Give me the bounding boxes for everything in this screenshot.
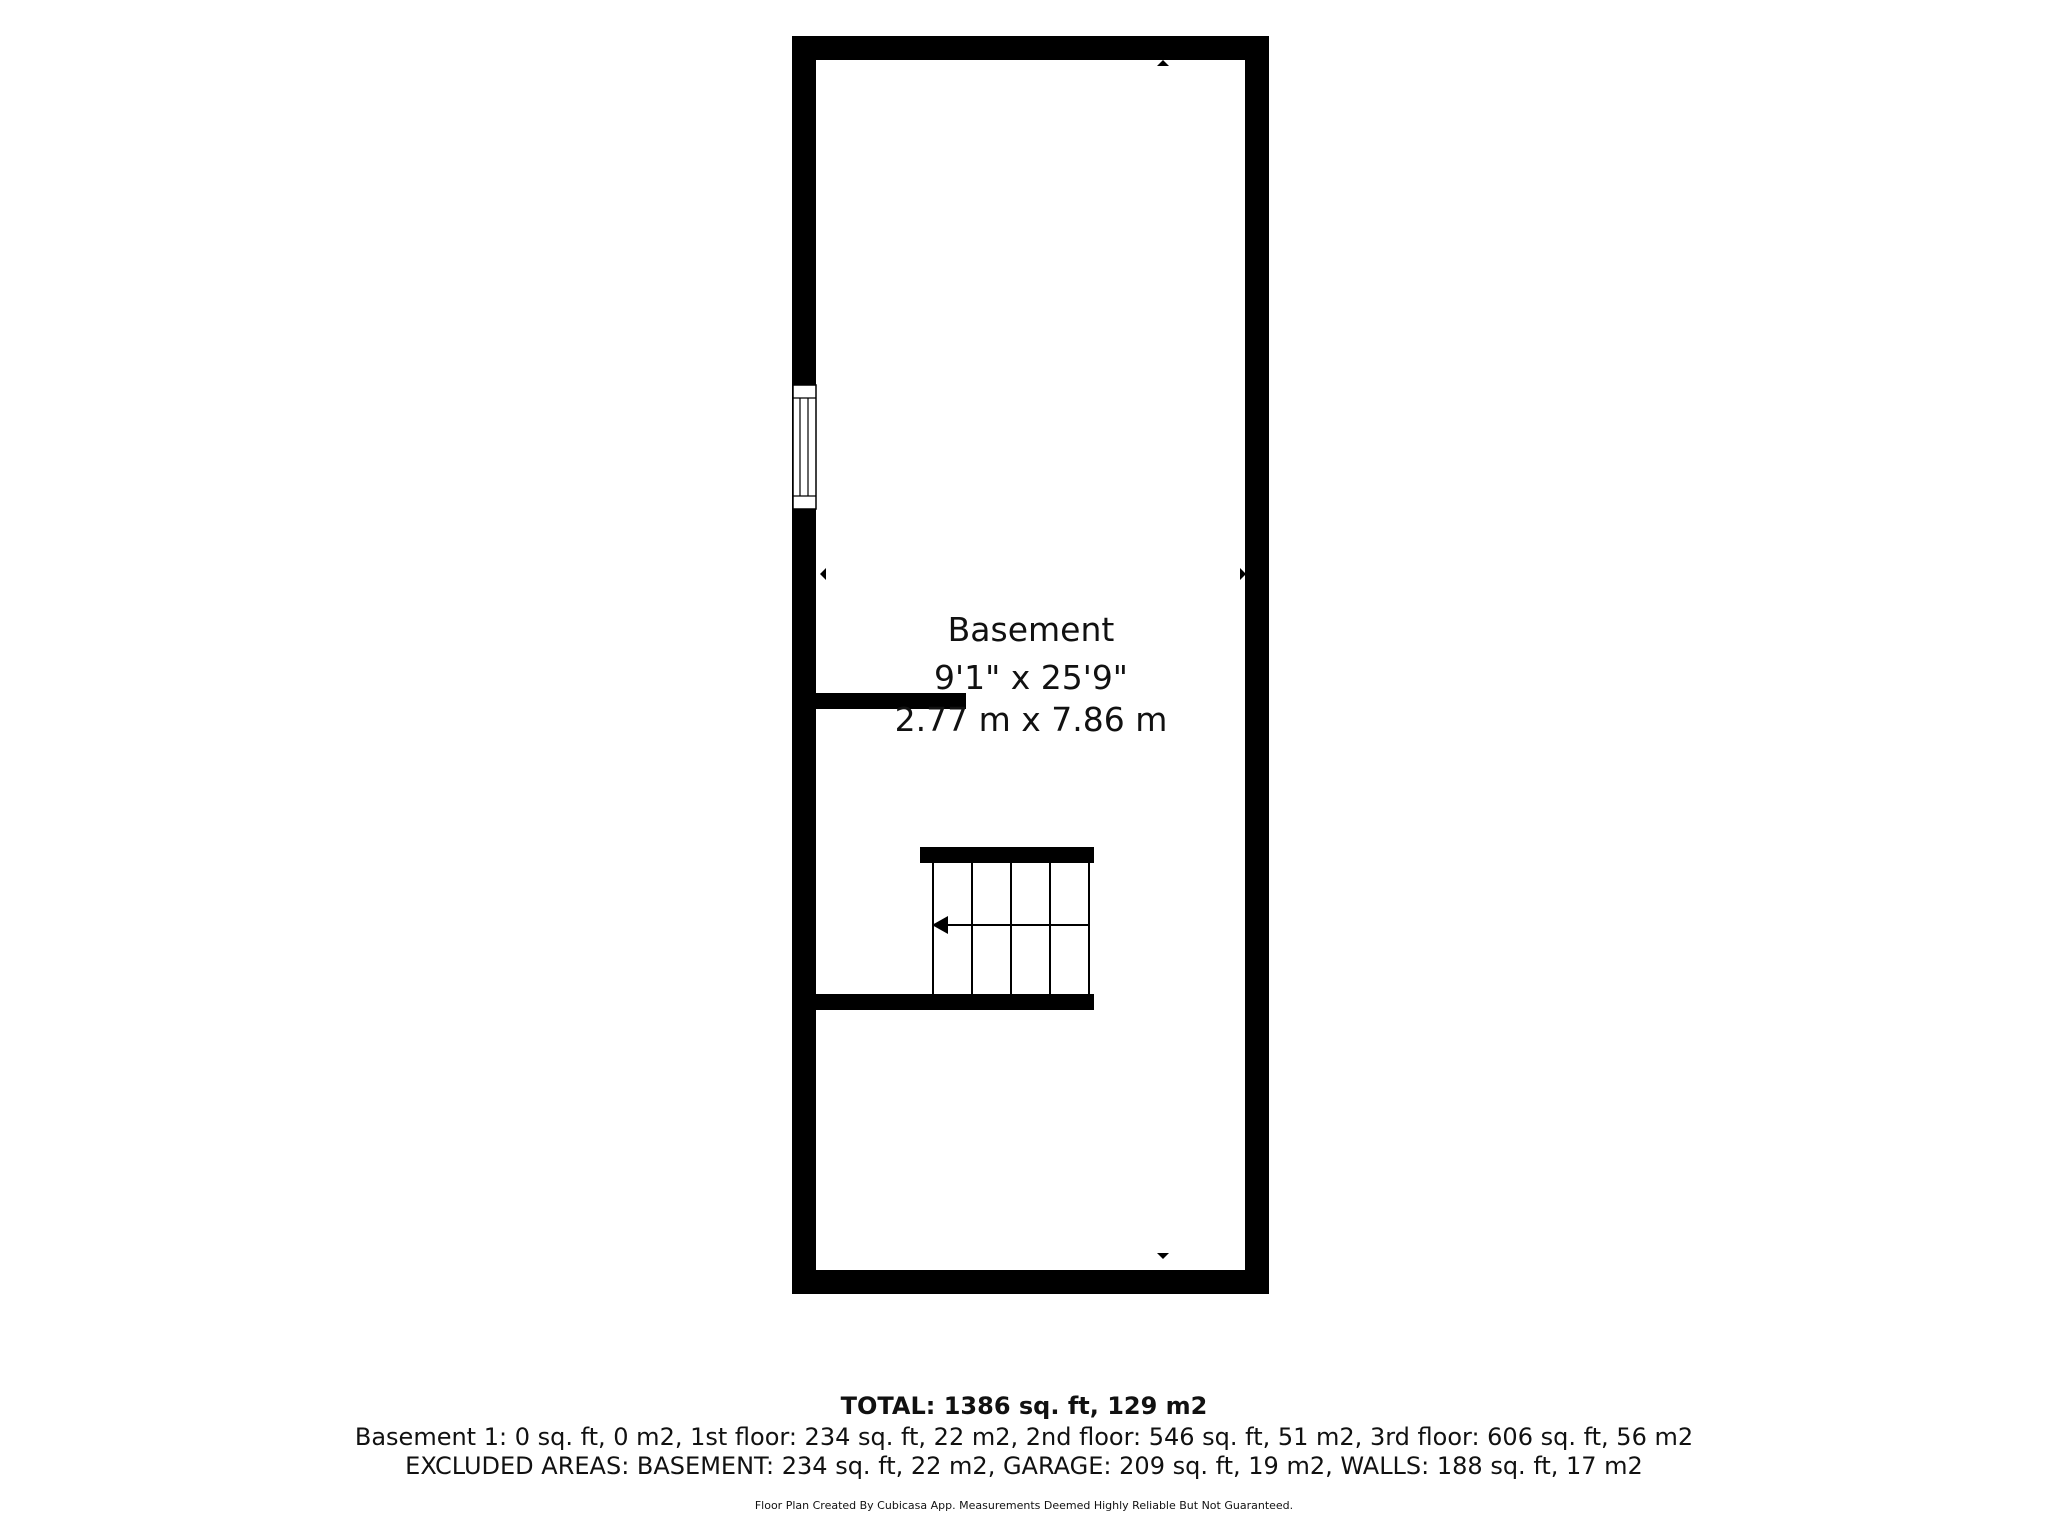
staircase: [933, 863, 1089, 994]
dimension-marker-bottom: [1157, 1253, 1169, 1259]
dimension-marker-top: [1157, 60, 1169, 66]
room-dimensions-metric: 2.77 m x 7.86 m: [894, 700, 1168, 739]
stair-wall-top: [920, 847, 1094, 863]
room-name: Basement: [947, 610, 1115, 649]
stair-wall-bottom: [816, 994, 1094, 1010]
stair-direction-arrow: [932, 916, 948, 934]
total-area: TOTAL: 1386 sq. ft, 129 m2: [840, 1392, 1208, 1420]
excluded-areas: EXCLUDED AREAS: BASEMENT: 234 sq. ft, 22 m2, GARAGE: 209 sq. ft, 19 m2, WALLS: 188 sq. ft, 17 m2: [405, 1452, 1643, 1480]
floor-area-breakdown: Basement 1: 0 sq. ft, 0 m2, 1st floor: 234 sq. ft, 22 m2, 2nd floor: 546 sq. ft, 51 m2, 3rd floor: 606 sq. ft, 56 m2: [354, 1423, 1694, 1451]
room-dimensions-imperial: 9'1" x 25'9": [934, 658, 1128, 697]
dimension-marker-left: [820, 568, 826, 580]
disclaimer: Floor Plan Created By Cubicasa App. Measurements Deemed Highly Reliable But Not Guaranteed.: [754, 1499, 1294, 1512]
window: [793, 385, 816, 509]
